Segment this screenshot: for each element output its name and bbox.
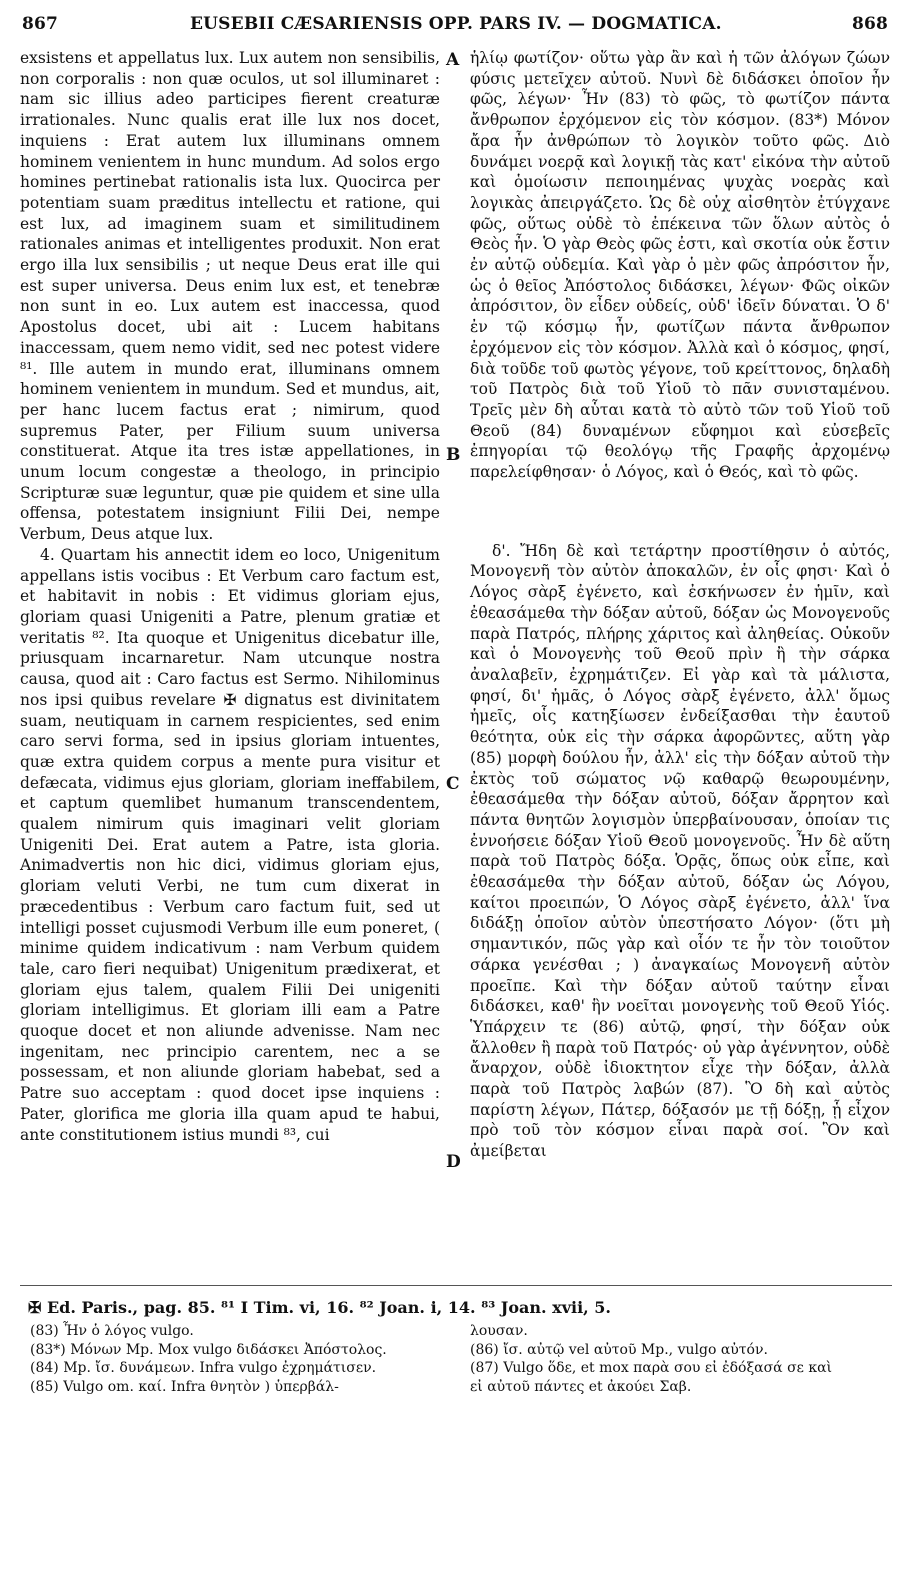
margin-letter-b: B: [446, 445, 461, 465]
edition-note: ✠ Ed. Paris., pag. 85. ⁸¹ I Tim. vi, 16. ⁸² Joan. i, 14. ⁸³ Joan. xvii, 5.: [28, 1298, 611, 1317]
latin-paragraph-1: exsistens et appellatus lux. Lux autem non sensibilis, non corporalis : non quæ oculos, ut sol illuminaret : nam sic illius adeo participes fierent creaturæ irrationales. Nunc qualis erat ille lux nos docet, inquiens : Erat autem lux illuminans omnem hominem venientem in hunc mundum. Ad solos ergo homines pertinebat rationalis ista lux. Quocirca per potentiam suam præditus intellectu et ratione, qui est lux, ad imaginem suam et similitudinem rationales animas et intelligentes produxit. Non erat ergo illa lux sensibilis ; ut neque Deus erat ille qui est super universa. Deus enim lux est, et tenebræ non sunt in eo. Lux autem est inaccessa, quod Apostolus docet, ubi ait : Lucem habitans inaccessam, quem nemo vidit, sed nec potest videre ⁸¹. Ille autem in mundo erat, illuminans omnem hominem venientem in mundum. Sed et mundus, ait, per hanc lucem factus erat ; nimirum, quod supremus Pater, per Filium suum universa constituerat. Atque ita tres istæ appellationes, in unum locum congestæ a theologo, in principio Scripturæ suæ leguntur, quæ pie quidem et sine ulla offensa, potestatem insigniunt Filii Dei, nempe Verbum, Deus atque lux.: [20, 49, 440, 544]
margin-letter-d: D: [446, 1152, 461, 1172]
page-number-left: 867: [22, 14, 59, 34]
footnotes-right: [470, 1322, 832, 1396]
footnote-86: (86) ἴσ. αὐτῷ vel αὐτοῦ Mp., vulgo αὐτόν.: [470, 1341, 768, 1358]
footnote-83: (83) Ἦν ὁ λόγος vulgo.: [30, 1323, 194, 1339]
footnote-85-cont: λουσαν.: [470, 1323, 528, 1339]
running-title: EUSEBII CÆSARIENSIS OPP. PARS IV. — DOGMATICA.: [190, 14, 722, 34]
footnotes-left: [30, 1322, 387, 1396]
footnote-divider: [20, 1285, 892, 1286]
latin-column: [20, 48, 440, 1145]
margin-letter-c: C: [446, 774, 460, 794]
footnote-85: (85) Vulgo om. καί. Infra θνητὸν ) ὑπερβάλ-: [30, 1378, 339, 1395]
footnote-83a: (83*) Μόνων Mp. Mox vulgo διδάσκει Ἀπόστολος.: [30, 1341, 387, 1358]
latin-paragraph-2: 4. Quartam his annectit idem eo loco, Unigenitum appellans istis vocibus : Et Verbum caro factum est, et habitavit in nobis : Et vidimus gloriam ejus, gloriam quasi Unigeniti a Patre, plenum gratiæ et veritatis ⁸². Ita quoque et Unigenitus dicebatur ille, priusquam incarnaretur. Nam utcunque nostra causa, quod ait : Caro factus est Sermo. Nihilominus nos ipsi quibus revelare ✠ dignatus est divinitatem suam, neutiquam in carnem respicientes, sed enim caro servi forma, sed in ipsius gloriam intuentes, quæ extra quidem corpus a mente pura visitur et defæcata, vidimus ejus gloriam, gloriam ineffabilem, et captum quemlibet humanum transcendentem, qualem nimirum quis imaginari velit gloriam Unigeniti Dei. Erat autem a Patre, ista gloria. Animadvertis non hic dici, vidimus gloriam ejus, gloriam veluti Verbi, ne tum cum dixerat in præcedentibus : Verbum caro factum fuit, sed ut intelligi posset cujusmodi Verbum ille eum poneret, ( minime quidem indicativum : nam Verbum quidem tale, caro fieri nequibat) Unigenitum prædixerat, et gloriam ejus talem, qualem Filii Dei unigeniti gloriam intelligimus. Et gloriam illi eam a Patre quoque docet et non aliunde advenisse. Nam nec ingenitam, nec principio carentem, nec a se possessam, et non aliunde gloriam habebat, sed a Patre suo acceptam : quod docet ipse inquiens : Pater, glorifica me gloria illa quam apud te habui, ante constitutionem istius mundi ⁸³, cui: [20, 545, 440, 1144]
footnote-87-cont: εἰ αὐτοῦ πάντες et ἀκούει Σαβ.: [470, 1378, 692, 1395]
greek-paragraph-1: ἡλίῳ φωτίζον· οὕτω γὰρ ἂν καὶ ἡ τῶν ἀλόγων ζώων φύσις μετεῖχεν αὐτοῦ. Νυνὶ δὲ διδάσκει ὁποῖον ἦν φῶς, λέγων· Ἦν (83) τὸ φῶς, τὸ φωτίζον πάντα ἄνθρωπον ἐρχόμενον εἰς τὸν κόσμον. (83*) Μόνον ἄρα ἦν ἀνθρώπων τὸ λογικὸν τοῦτο φῶς. Διὸ δυνάμει νοερᾷ καὶ λογικῇ τὰς κατ' εἰκόνα τὴν αὐτοῦ καὶ ὁμοίωσιν πεποιημένας ψυχὰς νοερὰς καὶ λογικὰς ἀπειργάζετο. Ὡς δὲ οὐχ αἰσθητὸν ἐτύγχανε φῶς, οὕτως οὐδὲ τὸ ἐπέκεινα τῶν ὅλων αὐτὸς ὁ Θεὸς ἦν. Ὁ γὰρ Θεὸς φῶς ἐστι, καὶ σκοτία οὐκ ἔστιν ἐν αὐτῷ οὐδεμία. Καὶ γὰρ ὁ μὲν φῶς ἀπρόσιτον ἦν, ὡς ὁ θεῖος Ἀπόστολος διδάσκει, λέγων· Φῶς οἰκῶν ἀπρόσιτον, ὃν εἶδεν οὐδείς, οὐδ' ἰδεῖν δύναται. Ὁ δ' ἐν τῷ κόσμῳ ἦν, φωτίζων πάντα ἄνθρωπον ἐρχόμενον εἰς τὸν κόσμον. Ἀλλὰ καὶ ὁ κόσμος, φησί, διὰ τοῦδε τοῦ φωτὸς γέγονε, τοῦ κρείττονος, δηλαδὴ τοῦ Πατρὸς διὰ τοῦ Υἱοῦ τὸ πᾶν συνισταμένου. Τρεῖς μὲν δὴ αὗται κατὰ τὸ αὐτὸ τῶν τοῦ Υἱοῦ τοῦ Θεοῦ (84) δυναμένων εὔφημοι καὶ εὐσεβεῖς ἐπηγορίαι τῷ θεολόγῳ τῆς Γραφῆς ἀρχομένῳ παρελείφθησαν· ὁ Λόγος, καὶ ὁ Θεός, καὶ τὸ φῶς.: [470, 49, 890, 482]
footnote-87: (87) Vulgo ὅδε, et mox παρὰ σου εἰ ἐδόξασά σε καὶ: [470, 1360, 833, 1376]
margin-letter-a: A: [446, 50, 460, 70]
footnote-84: (84) Mp. ἴσ. δυνάμεων. Infra vulgo ἐχρημάτισεν.: [30, 1360, 377, 1376]
greek-paragraph-2: δ'. Ἤδη δὲ καὶ τετάρτην προστίθησιν ὁ αὐτός, Μονογενῆ τὸν αὐτὸν ἀποκαλῶν, ἐν οἷς φησι· Καὶ ὁ Λόγος σὰρξ ἐγένετο, καὶ ἐσκήνωσεν ἐν ἡμῖν, καὶ ἐθεασάμεθα τὴν δόξαν αὐτοῦ, δόξαν ὡς Μονογενοῦς παρὰ Πατρός, πλήρης χάριτος καὶ ἀληθείας. Οὐκοῦν καὶ ὁ Μονογενὴς τοῦ Θεοῦ πρὶν ἢ τὴν σάρκα ἀναλαβεῖν, ἐχρημάτιζεν. Εἰ γὰρ καὶ τὰ μάλιστα, φησί, δι' ἡμᾶς, ὁ Λόγος σὰρξ ἐγένετο, ἀλλ' ὅμως ἡμεῖς, οἷς κατηξίωσεν ἐνδείξασθαι τὴν ἑαυτοῦ θεότητα, οὐκ εἰς τὴν σάρκα ἀφορῶντες, αὕτη γὰρ (85) μορφὴ δούλου ἦν, ἀλλ' εἰς τὴν δόξαν αὐτοῦ τὴν ἐκτὸς τοῦ σώματος νῷ καθαρῷ θεωρουμένην, ἐθεασάμεθα τὴν δόξαν αὐτοῦ, δόξαν ἄρρητον καὶ πάντα θνητῶν λογισμὸν ὑπερβαίνουσαν, ὁποίαν τις ἐννοήσειε δόξαν Υἱοῦ Θεοῦ μονογενοῦς. Ἦν δὲ αὕτη παρὰ τοῦ Πατρὸς δόξα. Ὁρᾷς, ὅπως οὐκ εἶπε, καὶ ἐθεασάμεθα τὴν δόξαν αὐτοῦ, δόξαν ὡς Λόγου, καίτοι προειπών, Ὁ Λόγος σὰρξ ἐγένετο, ἀλλ' ἵνα διδάξῃ ὁποῖον αὐτὸν ὑπεστήσατο Λόγον· (ὅτι μὴ σημαντικόν, πῶς γὰρ καὶ οἷόν τε ἦν τὸν τοιοῦτον σάρκα γενέσθαι ; ) ἀναγκαίως Μονογενῆ αὐτὸν προεῖπε. Καὶ τὴν δόξαν αὐτοῦ ταύτην εἶναι διδάσκει, καθ' ἣν νοεῖται μονογενὴς τοῦ Θεοῦ Υἱός. Ὑπάρχειν τε (86) αὐτῷ, φησί, τὴν δόξαν οὐκ ἄλλοθεν ἢ παρὰ τοῦ Πατρός· οὐ γὰρ ἀγέννητον, οὐδὲ ἄναρχον, οὐδὲ ἰδιοκτητον εἶχε τὴν δόξαν, ἀλλὰ παρὰ τοῦ Πατρὸς λαβών (87). Ὃ δὴ καὶ αὐτὸς παρίστη λέγων, Πάτερ, δόξασόν με τῇ δόξῃ, ᾗ εἶχον πρὸ τοῦ τὸν κόσμον εἶναι παρὰ σοί. Ὃν καὶ ἀμείβεται: [470, 541, 890, 1161]
page-number-right: 868: [852, 14, 889, 34]
greek-column: [470, 48, 890, 1162]
